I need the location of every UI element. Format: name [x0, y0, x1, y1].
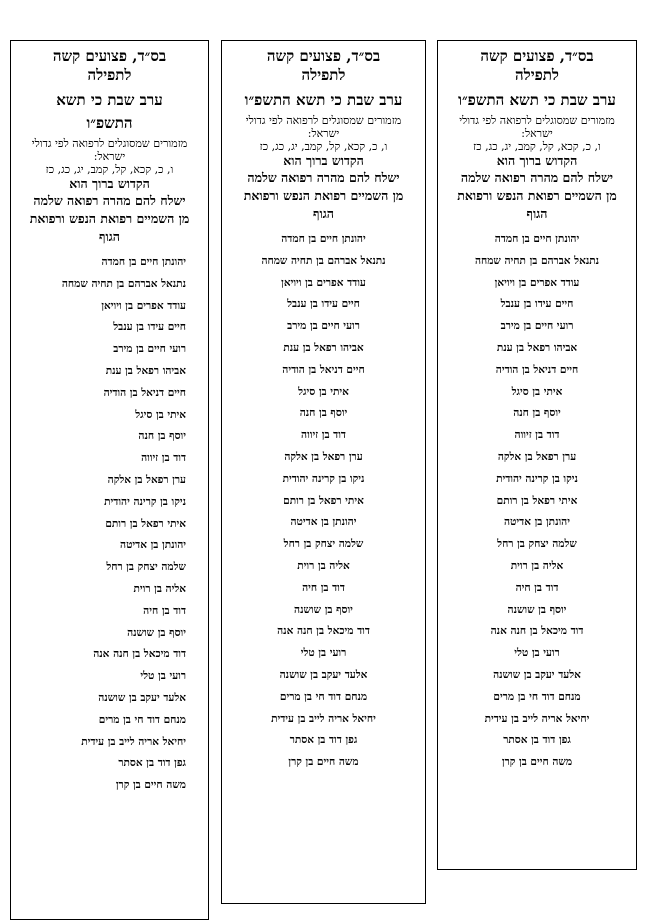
list-item: איתי בן סיגל	[298, 385, 349, 398]
list-item: יוסף בן חנה	[138, 430, 186, 443]
list-item: אליה בן רוית	[510, 559, 564, 572]
card-subtitle-part1: ערב שבת כי תשא	[56, 91, 163, 109]
list-item: ערן רפאל בן אלקה	[497, 450, 577, 463]
list-item: יחיאל אריה לייב בן עידית	[81, 735, 186, 748]
psalm-list: ו, כ, קכא, קל, קמב, יג, כג, כז	[259, 140, 388, 153]
list-item: שלמה יצחק בן רחל	[283, 538, 364, 551]
list-item: ניקו בן קרינה יהודית	[496, 472, 578, 485]
list-item: חיים עידו בן ענבל	[500, 298, 574, 311]
blessing-line: הקדוש ברוך הוא	[496, 153, 578, 168]
list-item: איתי רפאל בן רותם	[496, 494, 578, 507]
prayer-line1: ישלח להם מהרה רפואה שלמה	[247, 170, 400, 185]
note-line1: מזמורים שמסוגלים לרפואה לפי גדולי	[31, 137, 188, 150]
card-title-line2: לתפילה	[301, 66, 346, 84]
list-item: יהונתן חיים בן חמדה	[101, 256, 186, 268]
list-item: נתנאל אברהם בן תחיה שמחה	[261, 254, 386, 267]
card-title-line2: לתפילה	[515, 66, 559, 84]
list-item: חיים עידו בן ענבל	[287, 298, 360, 311]
list-item: אביהו רפאל בן ענת	[105, 364, 186, 377]
prayer-line2: מן השמיים רפואת הנפש ורפואת	[457, 188, 617, 203]
list-item: רועי חיים בן מירב	[500, 320, 574, 333]
list-item: אביהו רפאל בן ענת	[283, 341, 364, 354]
list-item: נתנאל אברהם בן תחיה שמחה	[61, 277, 186, 290]
prayer-card-left	[10, 40, 209, 920]
list-item: חיים דניאל בן הודיה	[103, 386, 186, 399]
prayer-line1: ישלח להם מהרה רפואה שלמה	[33, 193, 186, 208]
list-item: מנחם דוד חי בן מרים	[98, 713, 186, 726]
list-item: חיים דניאל בן הודיה	[282, 363, 365, 376]
list-item: איתי רפאל בן רותם	[283, 494, 364, 507]
list-item: יוסף בן חנה	[513, 407, 561, 420]
note-line2: ישראל:	[93, 150, 126, 163]
list-item: רועי בן טלי	[514, 647, 560, 660]
list-item: גפן דוד בן אסתר	[503, 734, 571, 747]
list-item: דוד בן חיה	[143, 604, 186, 617]
list-item: רועי בן טלי	[300, 647, 347, 660]
list-item: עודד אפרים בן ויויאן	[281, 276, 366, 289]
list-item: יהונתן בן אדיטה	[290, 516, 357, 529]
list-item: דוד בן זיווה	[514, 429, 560, 442]
list-item: משה חיים בן קרן	[115, 779, 186, 792]
prayer-line1: ישלח להם מהרה רפואה שלמה	[460, 170, 614, 185]
list-item: ערן רפאל בן אלקה	[107, 473, 186, 486]
prayer-line3: הגוף	[99, 229, 120, 244]
list-item: משה חיים בן קרן	[288, 756, 359, 769]
list-item: דוד בן זיווה	[141, 452, 186, 465]
list-item: יהונתן בן אדיטה	[120, 539, 186, 552]
prayer-line2: מן השמיים רפואת הנפש ורפואת	[243, 188, 404, 203]
note-line1: מזמורים שמסוגלים לרפואה לפי גדולי	[245, 114, 402, 127]
list-item: יחיאל אריה לייב בן עידית	[484, 712, 590, 725]
prayer-line3: הגוף	[313, 206, 334, 221]
psalm-list: ו, כ, קכא, קל, קמב, יג, כג, כז	[473, 140, 601, 153]
list-item: איתי רפאל בן רותם	[105, 517, 186, 530]
prayer-line3: הגוף	[526, 206, 548, 221]
card-title-line2: לתפילה	[87, 66, 132, 84]
list-item: דוד בן חיה	[515, 581, 559, 594]
list-item: גפן דוד בן אסתר	[289, 734, 358, 747]
name-list	[226, 229, 421, 774]
list-item: אלעד יעקב בן שושנה	[493, 668, 581, 681]
list-item: יוסף בן חנה	[299, 407, 348, 420]
blessing-line: הקדוש ברוך הוא	[69, 176, 150, 191]
list-item: רועי חיים בן מירב	[287, 320, 360, 333]
list-item: נתנאל אברהם בן תחיה שמחה	[474, 254, 600, 267]
list-item: יוסף בן שושנה	[127, 626, 186, 639]
list-item: ניקו בן קרינה יהודית	[104, 495, 186, 508]
list-item: דוד בן זיווה	[301, 429, 346, 442]
list-item: שלמה יצחק בן רחל	[497, 538, 577, 551]
name-list	[442, 229, 632, 774]
card-title-line1: בס״ד, פצועים קשה	[266, 47, 381, 65]
list-item: מנחם דוד חי בן מרים	[493, 690, 581, 703]
list-item: איתי בן סיגל	[511, 385, 563, 398]
list-item: אביהו רפאל בן ענת	[496, 341, 578, 354]
list-item: גפן דוד בן אסתר	[118, 757, 186, 770]
list-item: עודד אפרים בן ויויאן	[101, 299, 186, 312]
list-item: חיים עידו בן ענבל	[113, 321, 186, 334]
list-item: יוסף בן שושנה	[507, 603, 567, 616]
blessing-line: הקדוש ברוך הוא	[283, 153, 364, 168]
list-item: עודד אפרים בן ויויאן	[494, 276, 580, 289]
card-subtitle: ערב שבת כי תשא התשפ״ו	[458, 91, 616, 109]
list-item: דוד מיכאל בן חנה אנה	[490, 625, 584, 638]
note-line1: מזמורים שמסוגלים לרפואה לפי גדולי	[459, 114, 615, 127]
list-item: יחיאל אריה לייב בן עידית	[271, 712, 376, 725]
list-item: שלמה יצחק בן רחל	[106, 561, 186, 574]
list-item: ניקו בן קרינה יהודית	[282, 472, 365, 485]
list-item: יוסף בן שושנה	[294, 603, 353, 616]
prayer-card-right	[437, 40, 637, 870]
card-subtitle-part2: התשפ״ו	[86, 114, 133, 132]
list-item: מנחם דוד חי בן מרים	[279, 690, 368, 703]
list-item: איתי בן סיגל	[135, 408, 186, 421]
list-item: אליה בן רוית	[297, 559, 350, 572]
list-item: רועי בן טלי	[140, 670, 186, 683]
list-item: ערן רפאל בן אלקה	[284, 450, 363, 463]
card-title-line1: בס״ד, פצועים קשה	[52, 47, 167, 65]
list-item: רועי חיים בן מירב	[113, 343, 186, 356]
list-item: אליה בן רוית	[133, 582, 186, 595]
list-item: דוד מיכאל בן חנה אנה	[93, 648, 186, 661]
prayer-line2: מן השמיים רפואת הנפש ורפואת	[29, 211, 190, 226]
name-list	[15, 252, 204, 797]
list-item: יהונתן חיים בן חמדה	[281, 233, 366, 245]
card-subtitle: ערב שבת כי תשא התשפ״ו	[244, 91, 403, 109]
card-title-line1: בס״ד, פצועים קשה	[480, 47, 594, 65]
list-item: אלעד יעקב בן שושנה	[279, 668, 368, 681]
prayer-card-middle	[221, 40, 426, 904]
note-line2: ישראל:	[521, 127, 553, 140]
list-item: דוד מיכאל בן חנה אנה	[277, 625, 370, 638]
list-item: דוד בן חיה	[302, 581, 345, 594]
list-item: אלעד יעקב בן שושנה	[98, 691, 186, 704]
note-line2: ישראל:	[307, 127, 340, 140]
list-item: יהונתן חיים בן חמדה	[494, 233, 580, 245]
psalm-list: ו, כ, קכא, קל, קמב, יג, כג, כז	[45, 163, 174, 176]
list-item: משה חיים בן קרן	[501, 756, 573, 769]
list-item: חיים דניאל בן הודיה	[495, 363, 579, 376]
list-item: יהונתן בן אדיטה	[504, 516, 570, 529]
